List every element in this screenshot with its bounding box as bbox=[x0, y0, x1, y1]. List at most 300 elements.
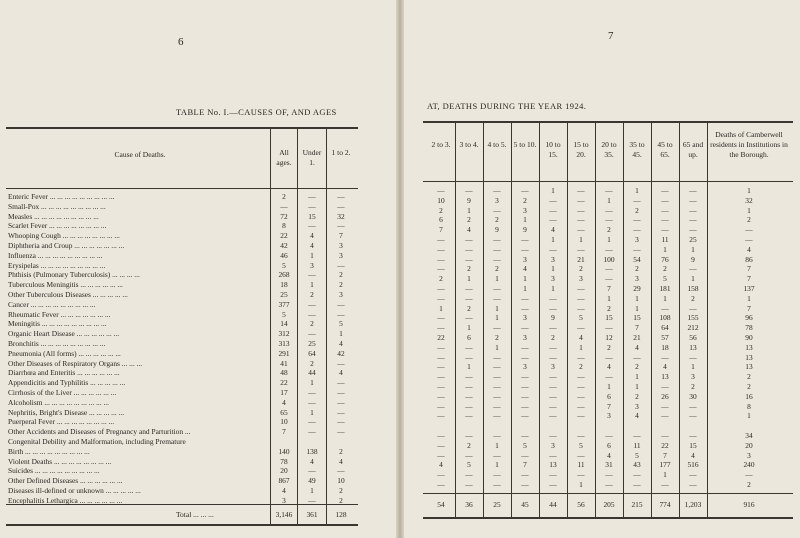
value-cell: 78 bbox=[280, 456, 288, 466]
value-cell: — bbox=[465, 382, 473, 391]
value-cell: — bbox=[633, 195, 641, 205]
left-top-rule bbox=[6, 127, 358, 129]
value-cell: 3 bbox=[523, 362, 527, 372]
total-cell: 56 bbox=[577, 500, 585, 509]
value-cell: 3 bbox=[523, 205, 527, 215]
value-cell: 25 bbox=[689, 235, 697, 244]
value-cell: 7 bbox=[747, 264, 751, 274]
value-cell: 4 bbox=[310, 231, 314, 241]
value-cell: 516 bbox=[687, 460, 699, 470]
value-cell: 313 bbox=[278, 339, 290, 348]
value-cell: — bbox=[633, 470, 641, 480]
value-cell: — bbox=[437, 254, 445, 264]
cause-label: Puerperal Fever ... ... ... ... ... ... ... ... bbox=[8, 418, 115, 427]
cause-label: Diphtheria and Croup ... ... ... ... ... ... ... bbox=[8, 242, 125, 250]
value-cell: 3 bbox=[579, 274, 583, 284]
value-cell: — bbox=[661, 195, 669, 205]
cause-label: Erysipelas ... ... ... ... ... ... ... ... ... bbox=[8, 261, 106, 270]
value-cell: 11 bbox=[633, 440, 641, 450]
value-cell: 72 bbox=[280, 211, 288, 221]
value-cell: 2 bbox=[495, 333, 499, 342]
value-cell: — bbox=[689, 480, 697, 489]
cause-label: Pneumonia (All forms) ... ... ... ... ... ... bbox=[8, 349, 121, 358]
value-cell: — bbox=[605, 431, 613, 440]
value-cell: 64 bbox=[661, 323, 669, 333]
value-cell: — bbox=[493, 450, 501, 460]
value-cell: 5 bbox=[282, 260, 286, 270]
value-cell: 4 bbox=[310, 241, 314, 250]
value-cell: — bbox=[437, 480, 445, 489]
value-cell: — bbox=[689, 195, 697, 205]
value-cell: — bbox=[437, 323, 445, 333]
value-cell: 11 bbox=[577, 460, 585, 470]
value-cell: 1 bbox=[747, 411, 751, 421]
value-cell: — bbox=[437, 470, 445, 480]
value-cell: 3 bbox=[691, 372, 695, 382]
value-cell: — bbox=[493, 205, 501, 215]
value-cell: 867 bbox=[278, 476, 290, 486]
value-cell: — bbox=[661, 303, 669, 313]
value-cell: 291 bbox=[278, 348, 290, 358]
value-cell: 1 bbox=[747, 186, 751, 195]
value-cell: 1 bbox=[663, 470, 667, 480]
value-cell: — bbox=[577, 284, 585, 293]
value-cell: 2 bbox=[691, 293, 695, 303]
value-cell: 1 bbox=[607, 235, 611, 244]
value-cell: — bbox=[437, 186, 445, 195]
value-cell: 2 bbox=[339, 280, 343, 290]
value-cell: 1 bbox=[495, 303, 499, 313]
value-cell: 16 bbox=[745, 391, 753, 401]
value-cell: — bbox=[577, 293, 585, 303]
value-cell: 4 bbox=[663, 362, 667, 372]
cause-label: Scarlet Fever ... ... ... ... ... ... ... ... bbox=[8, 222, 107, 231]
value-cell: — bbox=[308, 270, 316, 280]
value-cell: 1 bbox=[467, 205, 471, 215]
value-cell: 3 bbox=[635, 235, 639, 244]
value-cell: — bbox=[633, 225, 641, 235]
value-cell: — bbox=[521, 186, 529, 195]
value-cell: — bbox=[661, 411, 669, 421]
cause-label: Birth ... ... ... ... ... ... ... ... ... bbox=[8, 447, 90, 456]
value-cell: 1 bbox=[467, 362, 471, 372]
column-header: 65 and up. bbox=[682, 140, 704, 159]
value-cell: — bbox=[308, 329, 316, 339]
value-cell: — bbox=[549, 352, 557, 362]
cause-label: Bronchitis ... ... ... ... ... ... ... ... ... bbox=[8, 340, 106, 348]
value-cell: 7 bbox=[439, 225, 443, 235]
cause-label: Enteric Fever ... ... ... ... ... ... ... ... ... bbox=[8, 193, 115, 201]
value-cell: — bbox=[337, 192, 345, 201]
value-cell: — bbox=[437, 284, 445, 293]
value-cell: 2 bbox=[310, 358, 314, 368]
value-cell: — bbox=[337, 378, 345, 388]
value-cell: — bbox=[521, 303, 529, 313]
value-cell: — bbox=[280, 201, 288, 211]
cause-label: Congenital Debility and Malformation, including Premature bbox=[8, 438, 186, 446]
value-cell: 1 bbox=[495, 274, 499, 284]
value-cell: — bbox=[549, 431, 557, 440]
value-cell: 6 bbox=[467, 333, 471, 342]
value-cell: 1 bbox=[691, 362, 695, 372]
value-cell: — bbox=[437, 362, 445, 372]
value-cell: 65 bbox=[280, 407, 288, 417]
value-cell: 3 bbox=[523, 313, 527, 323]
value-cell: 1 bbox=[310, 250, 314, 260]
value-cell: — bbox=[661, 431, 669, 440]
value-cell: 5 bbox=[579, 440, 583, 450]
value-cell: — bbox=[437, 342, 445, 352]
value-cell: 4 bbox=[339, 339, 343, 348]
value-cell: 1 bbox=[310, 280, 314, 290]
value-cell: — bbox=[633, 244, 641, 254]
value-cell: — bbox=[633, 431, 641, 440]
value-cell: 3 bbox=[495, 195, 499, 205]
value-cell: — bbox=[308, 221, 316, 231]
value-cell: — bbox=[493, 391, 501, 401]
value-cell: 4 bbox=[282, 397, 286, 407]
value-cell: 155 bbox=[687, 313, 699, 323]
value-cell: — bbox=[521, 352, 529, 362]
value-cell: — bbox=[493, 362, 501, 372]
left-page bbox=[0, 0, 399, 538]
value-cell: 1 bbox=[439, 303, 443, 313]
cause-label: Tuberculous Meningitis ... ... ... ... ... ... bbox=[8, 281, 123, 290]
value-cell: 25 bbox=[308, 339, 316, 348]
value-cell: 3 bbox=[523, 333, 527, 342]
value-cell: 2 bbox=[467, 215, 471, 225]
value-cell: 15 bbox=[689, 440, 697, 450]
value-cell: — bbox=[549, 303, 557, 313]
column-header: 5 to 10. bbox=[513, 140, 537, 149]
value-cell: — bbox=[577, 186, 585, 195]
value-cell: — bbox=[465, 342, 473, 352]
value-cell: 1 bbox=[747, 293, 751, 303]
value-cell: — bbox=[337, 466, 345, 476]
value-cell: 212 bbox=[687, 323, 699, 333]
value-cell: — bbox=[308, 466, 316, 476]
value-cell: — bbox=[465, 450, 473, 460]
cause-label: Influenza ... ... ... ... ... ... ... ... ... bbox=[8, 251, 103, 260]
value-cell: 1 bbox=[635, 293, 639, 303]
right-table-title: AT, DEATHS DURING THE YEAR 1924. bbox=[427, 101, 587, 111]
value-cell: — bbox=[577, 470, 585, 480]
value-cell: 1 bbox=[310, 378, 314, 388]
value-cell: 2 bbox=[635, 391, 639, 401]
value-cell: — bbox=[493, 411, 501, 421]
value-cell: — bbox=[549, 323, 557, 333]
value-cell: 76 bbox=[661, 254, 669, 264]
value-cell: — bbox=[465, 431, 473, 440]
value-cell: — bbox=[465, 480, 473, 489]
total-cell: 25 bbox=[493, 500, 501, 509]
value-cell: 1 bbox=[579, 342, 583, 352]
value-cell: — bbox=[577, 323, 585, 333]
value-cell: 1 bbox=[635, 382, 639, 391]
value-cell: — bbox=[577, 391, 585, 401]
header-under-1: Under 1. bbox=[302, 148, 322, 167]
column-header: 4 to 5. bbox=[487, 140, 507, 149]
value-cell: 4 bbox=[691, 450, 695, 460]
value-cell: 64 bbox=[308, 348, 316, 358]
value-cell: — bbox=[493, 293, 501, 303]
value-cell: 1 bbox=[551, 235, 555, 244]
value-cell: — bbox=[521, 431, 529, 440]
value-cell: 56 bbox=[689, 333, 697, 342]
value-cell: — bbox=[689, 225, 697, 235]
value-cell: 34 bbox=[745, 431, 753, 440]
total-cell: 54 bbox=[437, 500, 445, 509]
value-cell: — bbox=[549, 195, 557, 205]
value-cell: — bbox=[605, 205, 613, 215]
value-cell: — bbox=[689, 303, 697, 313]
value-cell: — bbox=[549, 205, 557, 215]
value-cell: 4 bbox=[607, 362, 611, 372]
value-cell: 158 bbox=[687, 284, 699, 293]
value-cell: 57 bbox=[661, 333, 669, 342]
value-cell: — bbox=[521, 293, 529, 303]
value-cell: 9 bbox=[523, 225, 527, 235]
value-cell: — bbox=[689, 411, 697, 421]
value-cell: 5 bbox=[663, 274, 667, 284]
value-cell: — bbox=[521, 411, 529, 421]
value-cell: 25 bbox=[280, 290, 288, 299]
value-cell: — bbox=[337, 427, 345, 437]
value-cell: 5 bbox=[282, 309, 286, 319]
value-cell: 2 bbox=[439, 274, 443, 284]
value-cell: 1 bbox=[663, 293, 667, 303]
value-cell: 15 bbox=[308, 211, 316, 221]
value-cell: 2 bbox=[635, 205, 639, 215]
value-cell: 2 bbox=[523, 195, 527, 205]
value-cell: — bbox=[493, 235, 501, 244]
value-cell: — bbox=[605, 186, 613, 195]
value-cell: 20 bbox=[280, 466, 288, 476]
header-all-ages: All ages. bbox=[276, 148, 292, 167]
value-cell: — bbox=[465, 372, 473, 382]
value-cell: 7 bbox=[282, 427, 286, 437]
value-cell: — bbox=[605, 244, 613, 254]
cause-label: Appendicitis and Typhilitis ... ... ... ... ... bbox=[8, 379, 126, 388]
value-cell: — bbox=[337, 201, 345, 211]
value-cell: 100 bbox=[603, 254, 615, 264]
total-cell: 45 bbox=[521, 500, 529, 509]
value-cell: 1 bbox=[310, 407, 314, 417]
cause-label: Small-Pox ... ... ... ... ... ... ... ... ... bbox=[8, 202, 106, 211]
value-cell: 11 bbox=[661, 235, 669, 244]
value-cell: — bbox=[605, 470, 613, 480]
value-cell: 2 bbox=[467, 264, 471, 274]
value-cell: — bbox=[493, 352, 501, 362]
value-cell: — bbox=[605, 274, 613, 284]
value-cell: 2 bbox=[607, 342, 611, 352]
value-cell: 2 bbox=[635, 362, 639, 372]
value-cell: 2 bbox=[339, 486, 343, 495]
value-cell: 312 bbox=[278, 329, 290, 339]
value-cell: 4 bbox=[635, 342, 639, 352]
value-cell: 96 bbox=[745, 313, 753, 323]
value-cell: — bbox=[689, 470, 697, 480]
value-cell: — bbox=[437, 264, 445, 274]
value-cell: 2 bbox=[310, 319, 314, 329]
value-cell: — bbox=[337, 407, 345, 417]
value-cell: — bbox=[521, 244, 529, 254]
cause-label: Cirrhosis of the Liver ... ... ... ... ... ... bbox=[8, 389, 117, 397]
value-cell: 1 bbox=[339, 329, 343, 339]
value-cell: — bbox=[493, 401, 501, 411]
value-cell: 42 bbox=[337, 348, 345, 358]
value-cell: 7 bbox=[635, 323, 639, 333]
value-cell: — bbox=[437, 431, 445, 440]
value-cell: — bbox=[337, 260, 345, 270]
value-cell: — bbox=[337, 388, 345, 397]
book-gutter bbox=[396, 0, 404, 538]
value-cell: — bbox=[308, 388, 316, 397]
value-cell: — bbox=[521, 401, 529, 411]
cause-label: Diseases ill-defined or unknown ... ... ... ... ... bbox=[8, 487, 141, 495]
value-cell: — bbox=[465, 284, 473, 293]
value-cell: — bbox=[437, 352, 445, 362]
value-cell: 1 bbox=[523, 215, 527, 225]
value-cell: 1 bbox=[663, 244, 667, 254]
cause-label: Meningitis ... ... ... ... ... ... ... ... ... bbox=[8, 320, 107, 329]
value-cell: — bbox=[337, 309, 345, 319]
value-cell: — bbox=[549, 215, 557, 225]
value-cell: 1 bbox=[523, 284, 527, 293]
value-cell: — bbox=[577, 195, 585, 205]
value-cell: — bbox=[308, 417, 316, 427]
value-cell: — bbox=[465, 293, 473, 303]
value-cell: — bbox=[577, 411, 585, 421]
value-cell: 3 bbox=[635, 401, 639, 411]
value-cell: 7 bbox=[339, 231, 343, 241]
value-cell: — bbox=[493, 186, 501, 195]
value-cell: 18 bbox=[280, 280, 288, 290]
value-cell: — bbox=[308, 495, 316, 505]
value-cell: 9 bbox=[691, 254, 695, 264]
value-cell: 3 bbox=[607, 411, 611, 421]
value-cell: — bbox=[549, 342, 557, 352]
value-cell: 4 bbox=[310, 456, 314, 466]
value-cell: 1 bbox=[523, 274, 527, 284]
value-cell: — bbox=[337, 358, 345, 368]
value-cell: — bbox=[577, 352, 585, 362]
value-cell: 7 bbox=[663, 450, 667, 460]
value-cell: — bbox=[521, 470, 529, 480]
cause-label: Diarrhœa and Enteritis ... ... ... ... ... ... bbox=[8, 369, 120, 378]
cause-label: Organic Heart Disease ... ... ... ... ... ... bbox=[8, 330, 120, 339]
value-cell: 20 bbox=[745, 440, 753, 450]
value-cell: 10 bbox=[280, 417, 288, 427]
value-cell: — bbox=[465, 391, 473, 401]
value-cell: 2 bbox=[439, 205, 443, 215]
value-cell: 3 bbox=[282, 495, 286, 505]
value-cell: 4 bbox=[523, 264, 527, 274]
cause-label: Cancer ... ... ... ... ... ... ... ... ... bbox=[8, 300, 96, 309]
value-cell: — bbox=[605, 352, 613, 362]
value-cell: — bbox=[493, 470, 501, 480]
value-cell: 1 bbox=[691, 274, 695, 284]
value-cell: 9 bbox=[495, 225, 499, 235]
cause-label: Other Accidents and Diseases of Pregnancy and Parturition ... bbox=[8, 428, 191, 437]
value-cell: — bbox=[465, 186, 473, 195]
value-cell: — bbox=[549, 480, 557, 489]
value-cell: 30 bbox=[689, 391, 697, 401]
left-col-divider bbox=[326, 128, 327, 524]
value-cell: 1 bbox=[551, 284, 555, 293]
value-cell: 1 bbox=[495, 460, 499, 470]
value-cell: 22 bbox=[661, 440, 669, 450]
value-cell: 86 bbox=[745, 254, 753, 264]
value-cell: 41 bbox=[280, 358, 288, 368]
value-cell: 4 bbox=[607, 450, 611, 460]
value-cell: — bbox=[689, 205, 697, 215]
cause-label: Nephritis, Bright's Disease ... ... ... ... ... bbox=[8, 408, 125, 417]
total-cell: 774 bbox=[659, 500, 671, 509]
cause-label: Measles ... ... ... ... ... ... ... ... ... bbox=[8, 212, 99, 221]
column-header: 45 to 65. bbox=[657, 140, 673, 159]
total-under-1: 361 bbox=[306, 510, 318, 519]
value-cell: — bbox=[493, 372, 501, 382]
value-cell: 6 bbox=[607, 391, 611, 401]
value-cell: 7 bbox=[747, 303, 751, 313]
value-cell: — bbox=[337, 397, 345, 407]
value-cell: — bbox=[661, 225, 669, 235]
value-cell: — bbox=[661, 205, 669, 215]
value-cell: 44 bbox=[308, 368, 316, 378]
value-cell: — bbox=[337, 299, 345, 309]
value-cell: 8 bbox=[747, 401, 751, 411]
cause-label: Whooping Cough ... ... ... ... ... ... ... ... bbox=[8, 232, 120, 241]
value-cell: 2 bbox=[747, 372, 751, 382]
column-header: 15 to 20. bbox=[573, 140, 589, 159]
value-cell: 1 bbox=[607, 195, 611, 205]
value-cell: — bbox=[437, 244, 445, 254]
value-cell: 3 bbox=[523, 254, 527, 264]
value-cell: 78 bbox=[745, 323, 753, 333]
value-cell: 2 bbox=[495, 264, 499, 274]
value-cell: — bbox=[605, 480, 613, 489]
value-cell: 7 bbox=[607, 401, 611, 411]
value-cell: 2 bbox=[495, 215, 499, 225]
value-cell: — bbox=[493, 244, 501, 254]
value-cell: 1 bbox=[551, 264, 555, 274]
value-cell: — bbox=[689, 215, 697, 225]
value-cell: — bbox=[661, 186, 669, 195]
cause-label: Other Tuberculous Diseases ... ... ... ... ... bbox=[8, 291, 128, 299]
value-cell: 2 bbox=[747, 382, 751, 391]
value-cell: — bbox=[308, 192, 316, 201]
column-header: Deaths of Camberwell residents in Institutions in the Borough. bbox=[710, 130, 788, 159]
cause-label: Violent Deaths ... ... ... ... ... ... ... ... bbox=[8, 457, 112, 466]
value-cell: — bbox=[437, 235, 445, 244]
value-cell: 4 bbox=[339, 456, 343, 466]
value-cell: 31 bbox=[605, 460, 613, 470]
value-cell: 3 bbox=[635, 274, 639, 284]
value-cell: 12 bbox=[605, 333, 613, 342]
value-cell: 7 bbox=[523, 460, 527, 470]
value-cell: 42 bbox=[280, 241, 288, 250]
value-cell: 181 bbox=[659, 284, 671, 293]
total-cell: 36 bbox=[465, 500, 473, 509]
cause-label: Suicides ... ... ... ... ... ... ... ... ... bbox=[8, 467, 100, 476]
value-cell: — bbox=[577, 431, 585, 440]
value-cell: 13 bbox=[745, 362, 753, 372]
value-cell: — bbox=[437, 391, 445, 401]
total-cell: 44 bbox=[549, 500, 557, 509]
value-cell: 1 bbox=[635, 372, 639, 382]
total-label: Total ... ... ... bbox=[176, 510, 214, 519]
